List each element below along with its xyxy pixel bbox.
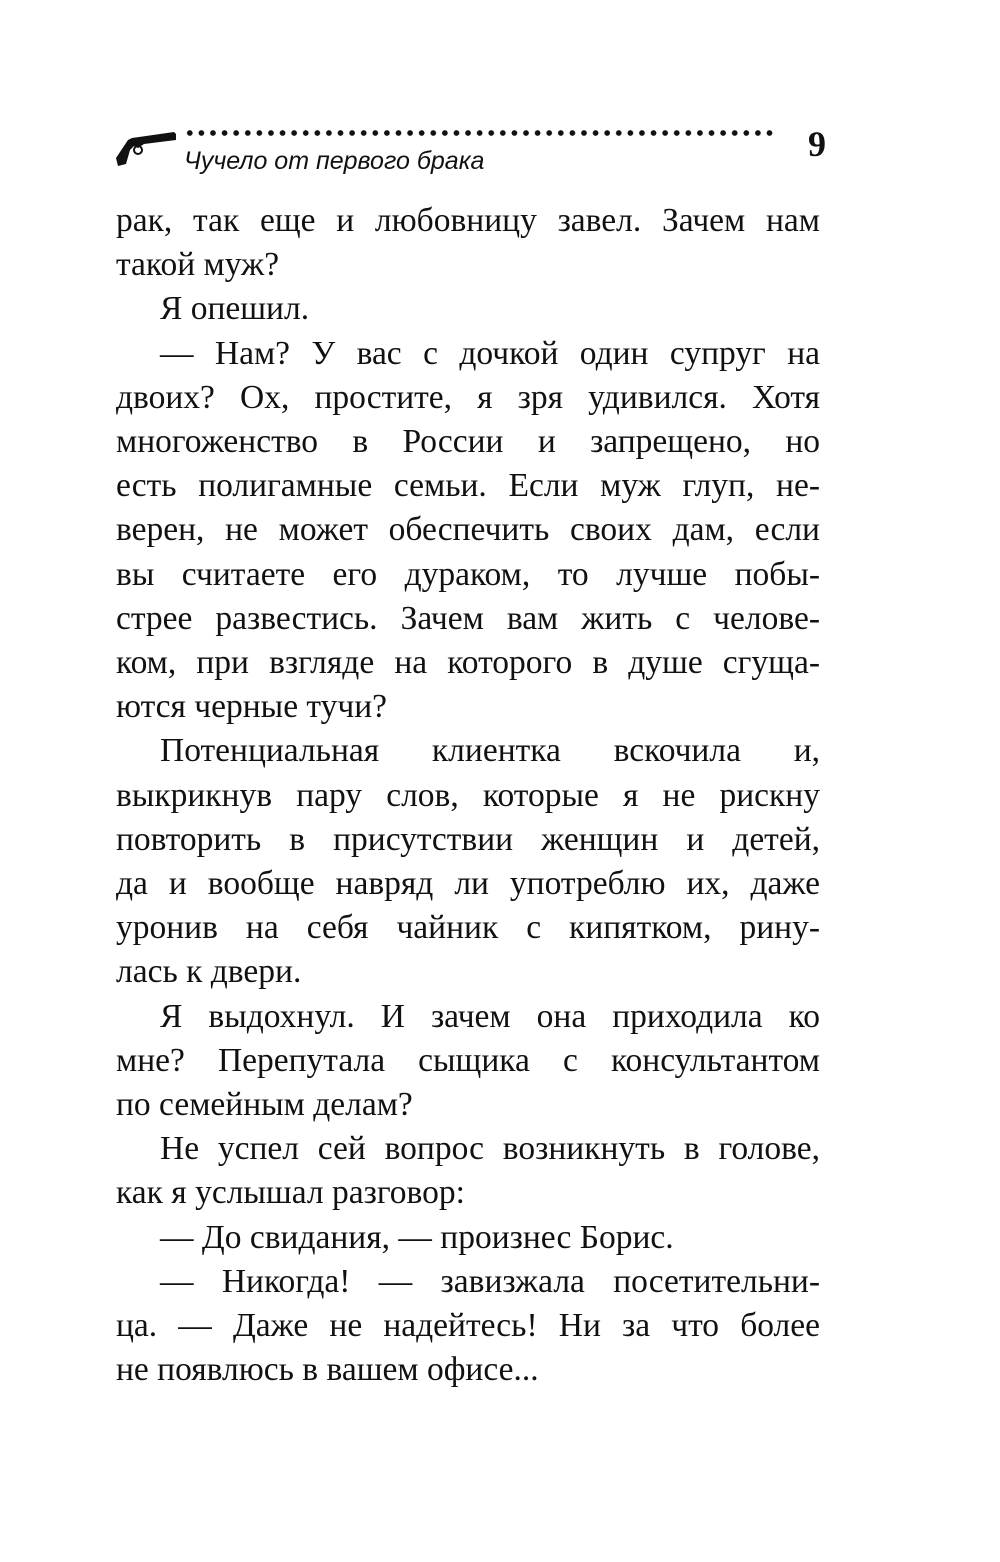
- text-line: вы считаете его дураком, то лучше побы-: [116, 555, 820, 593]
- text-line: выкрикнув пару слов, которые я не рискну: [116, 776, 820, 814]
- text-line: лась к двери.: [116, 953, 302, 991]
- body-text: [116, 199, 820, 1392]
- text-line: такой муж?: [116, 246, 280, 284]
- text-line: не появлюсь в вашем офисе...: [116, 1351, 539, 1389]
- running-title: Чучело от первого брака: [184, 147, 485, 175]
- dotted-rule: [184, 126, 776, 140]
- text-line: рак, так еще и любовницу завел. Зачем нам: [116, 202, 820, 239]
- line-text: — Никогда! — завизжала посетительни-: [160, 1262, 820, 1300]
- text-line: мне? Перепутала сыщика с консультантом: [116, 1041, 820, 1079]
- text-line: [116, 287, 820, 331]
- text-line: многоженство в России и запрещено, но: [116, 423, 820, 461]
- text-line: [116, 729, 820, 773]
- page-number: 9: [808, 124, 826, 164]
- text-line: верен, не может обеспечить своих дам, если: [116, 511, 820, 549]
- text-line: как я услышал разговор:: [116, 1174, 465, 1212]
- line-text: Не успел сей вопрос возникнуть в голове,: [160, 1130, 820, 1168]
- text-line: [116, 995, 820, 1039]
- line-text: Я выдохнул. И зачем она приходила ко: [160, 997, 820, 1035]
- line-text: — До свидания, — произнес Борис.: [160, 1218, 674, 1256]
- line-text: — Нам? У вас с дочкой один супруг на: [160, 334, 820, 372]
- text-line: да и вообще навряд ли употреблю их, даже: [116, 865, 820, 903]
- text-line: есть полигамные семьи. Если муж глуп, не-: [116, 467, 820, 505]
- text-line: уронив на себя чайник с кипятком, рину-: [116, 909, 820, 947]
- text-line: [116, 1216, 820, 1260]
- text-line: ком, при взгляде на которого в душе сгуща-: [116, 644, 820, 682]
- text-line: ются черные тучи?: [116, 688, 388, 726]
- revolver-icon: [114, 128, 178, 168]
- line-text: Потенциальная клиентка вскочила и,: [160, 732, 820, 770]
- text-line: двоих? Ох, простите, я зря удивился. Хотя: [116, 378, 820, 416]
- page-header: [114, 122, 826, 182]
- text-line: [116, 332, 820, 376]
- text-line: стрее развестись. Зачем вам жить с челове-: [116, 599, 820, 637]
- text-line: по семейным делам?: [116, 1086, 413, 1124]
- line-text: Я опешил.: [160, 290, 310, 328]
- text-line: [116, 1260, 820, 1304]
- text-line: ца. — Даже не надейтесь! Ни за что более: [116, 1307, 820, 1345]
- text-line: повторить в присутствии женщин и детей,: [116, 820, 820, 858]
- text-line: [116, 1127, 820, 1171]
